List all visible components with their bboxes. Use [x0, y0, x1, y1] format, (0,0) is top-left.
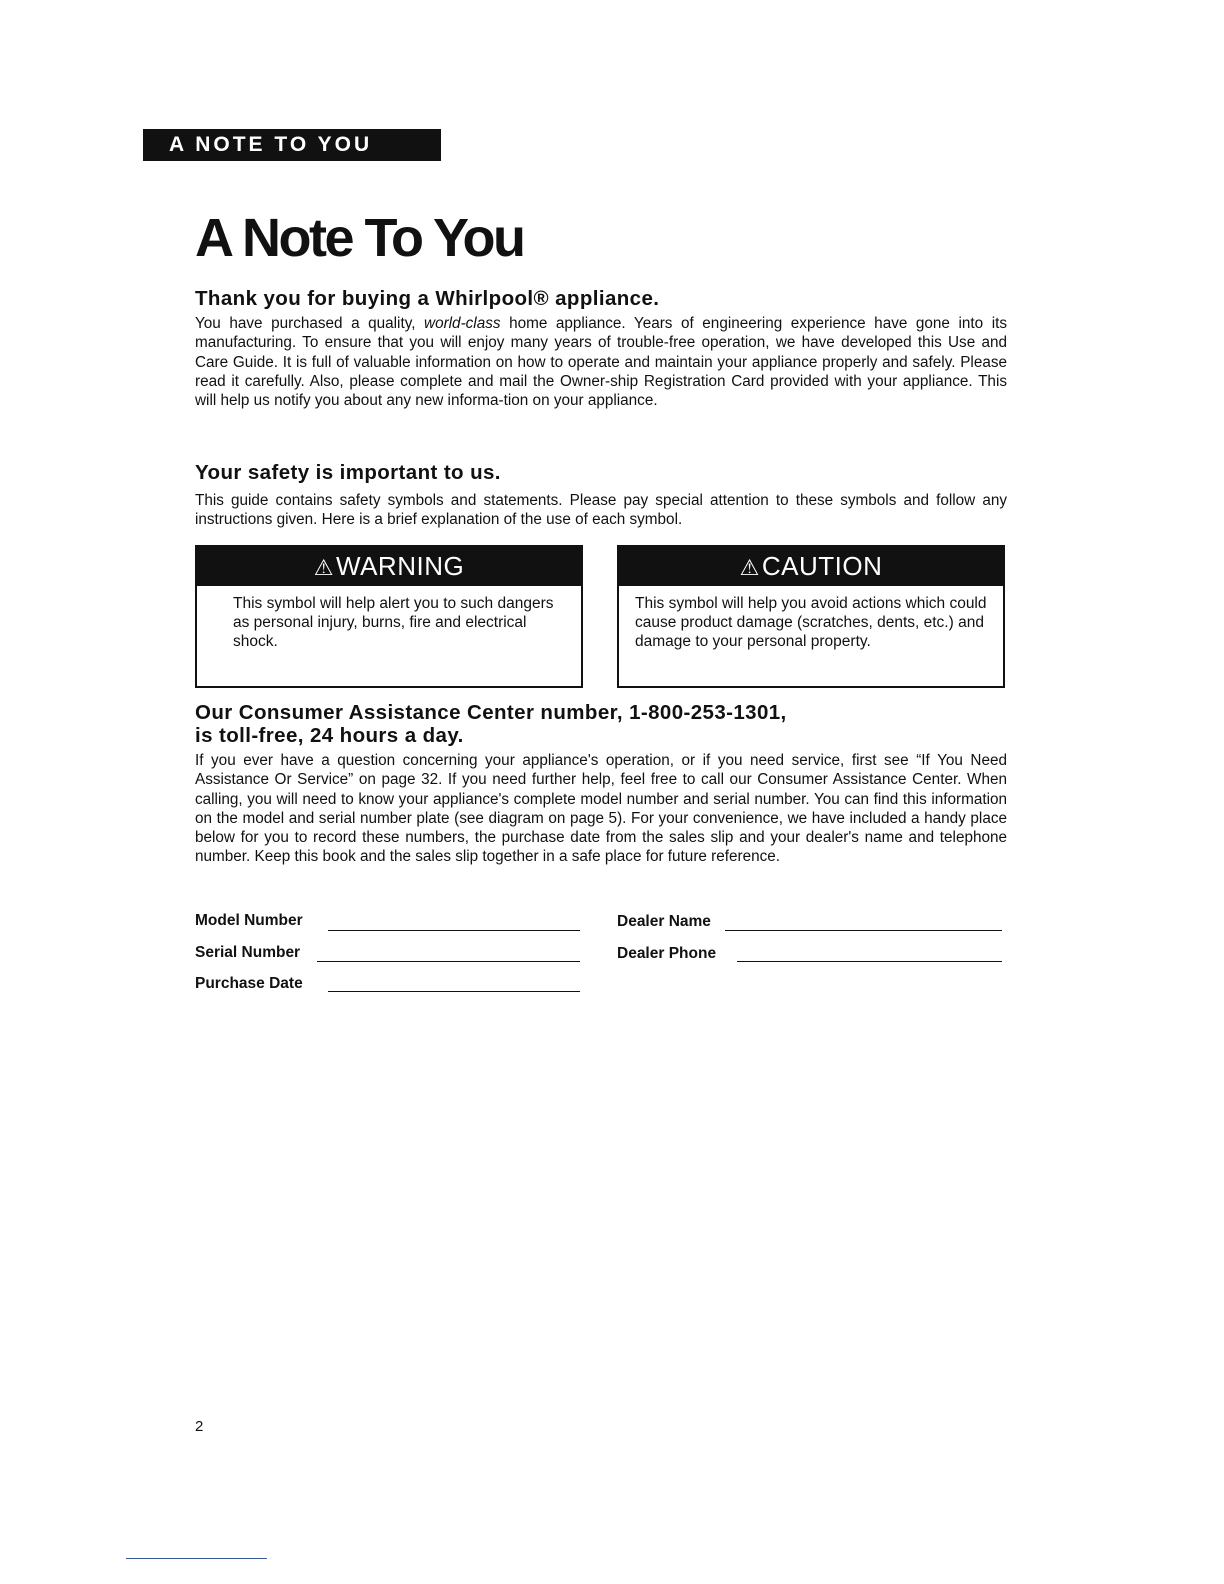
caution-label: CAUTION — [761, 551, 883, 581]
page-number: 2 — [195, 1418, 204, 1435]
assistance-heading-line2: is toll-free, 24 hours a day. — [195, 724, 464, 747]
caution-text: This symbol will help you avoid actions which could cause product damage (scratches, dents, etc.) and damage to your personal property. — [635, 595, 987, 651]
footer-rule — [126, 1558, 267, 1559]
safety-heading: Your safety is important to us. — [195, 461, 501, 484]
dealer-phone-label: Dealer Phone — [617, 945, 717, 962]
purchase-date-line[interactable] — [328, 991, 580, 992]
warning-header — [197, 547, 581, 586]
warning-text: This symbol will help alert you to such dangers as personal injury, burns, fire and electrical shock. — [233, 595, 554, 651]
caution-box — [617, 545, 1005, 688]
warning-label: WARNING — [336, 551, 465, 581]
dealer-phone-line[interactable] — [737, 961, 1002, 962]
warning-triangle-icon: ⚠ — [313, 555, 335, 580]
caution-header — [619, 547, 1003, 586]
caution-triangle-icon: ⚠ — [739, 555, 760, 580]
dealer-name-label: Dealer Name — [617, 913, 711, 930]
world-class-emphasis: world-class — [424, 315, 501, 332]
assistance-heading-line1: Our Consumer Assistance Center number, 1-800-253-1301, — [195, 701, 787, 724]
dealer-name-line[interactable] — [725, 930, 1002, 931]
thanks-heading: Thank you for buying a Whirlpool® appliance. — [195, 287, 660, 310]
section-tab: A NOTE TO YOU — [143, 129, 441, 161]
warning-box — [195, 545, 583, 688]
model-number-line[interactable] — [328, 930, 580, 931]
serial-number-label: Serial Number — [195, 944, 301, 961]
serial-number-line[interactable] — [317, 961, 580, 962]
page-title: A Note To You — [195, 208, 524, 268]
assistance-paragraph: If you ever have a question concerning your appliance's operation, or if you need service, first see “If You Need Assistance Or Service” on page 32. If you need further help, feel free to call our Consumer Assistance Center. When calling, you will need to know your appliance's complete model number and serial number. You can find this information on the model and serial number plate (see diagram on page 5). For your convenience, we have included a handy place below for you to record these numbers, the purchase date from the sales slip and your dealer's name and telephone number. Keep this book and the sales slip together in a safe place for future reference. — [195, 752, 1007, 866]
purchase-date-label: Purchase Date — [195, 975, 303, 992]
model-number-label: Model Number — [195, 912, 303, 929]
thanks-paragraph: You have purchased a quality, world-class home appliance. Years of engineering experience have gone into its manufacturing. To ensure that you will enjoy many years of trouble-free operation, we have developed this Use and Care Guide. It is full of valuable information on how to operate and maintain your appliance properly and safely. Please read it carefully. Also, please complete and mail the Owner-ship Registration Card provided with your appliance. This will help us notify you about any new informa-tion on your appliance. — [195, 315, 1007, 410]
safety-paragraph: This guide contains safety symbols and statements. Please pay special attention to these symbols and follow any instructions given. Here is a brief explanation of the use of each symbol. — [195, 492, 1007, 529]
